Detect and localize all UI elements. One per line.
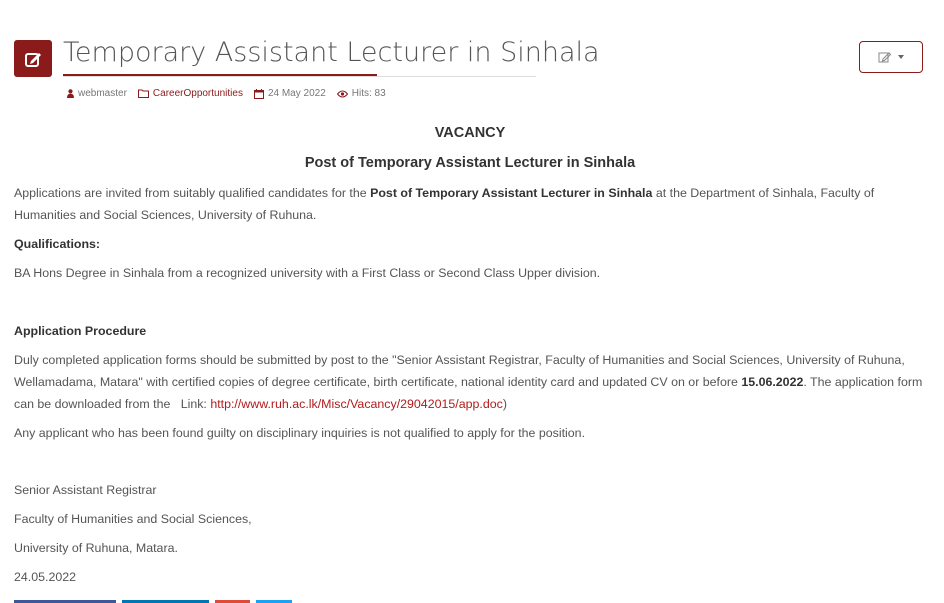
author-name: webmaster xyxy=(78,88,127,99)
hits-count: Hits: 83 xyxy=(351,88,386,99)
meta-hits xyxy=(337,88,386,99)
meta-category xyxy=(138,88,243,99)
publish-date: 24 May 2022 xyxy=(267,88,326,99)
intro-text: Applications are invited from suitably qualified candidates for the xyxy=(14,186,371,200)
article-tools-button[interactable] xyxy=(859,41,923,73)
procedure-text-mid: . The application form can be downloaded from the Link: xyxy=(14,375,926,411)
application-form-link[interactable]: http://www.ruh.ac.lk/Misc/Vacancy/29042015/app.doc xyxy=(210,397,503,411)
procedure-paragraph xyxy=(14,349,926,415)
intro-post-name: Post of Temporary Assistant Lecturer in Sinhala xyxy=(370,186,653,200)
article-meta xyxy=(67,88,397,99)
intro-paragraph xyxy=(14,182,926,226)
category-link[interactable]: CareerOpportunities xyxy=(152,88,243,99)
eye-icon xyxy=(337,90,348,98)
user-icon xyxy=(67,89,74,98)
calendar-icon xyxy=(254,89,264,99)
qualifications-label: Qualifications: xyxy=(14,237,101,251)
article-edit-icon xyxy=(14,40,52,77)
qualifications-heading xyxy=(14,233,926,255)
procedure-heading xyxy=(14,320,926,342)
vacancy-heading: VACANCY xyxy=(434,125,506,141)
signature-faculty: Faculty of Humanities and Social Sciences, xyxy=(14,512,252,526)
edit-icon xyxy=(24,50,42,68)
folder-icon xyxy=(138,89,149,98)
signature-title: Senior Assistant Registrar xyxy=(14,483,157,497)
edit-icon xyxy=(878,51,892,64)
signature-date: 24.05.2022 xyxy=(14,570,77,584)
meta-date xyxy=(254,88,326,99)
post-heading: Post of Temporary Assistant Lecturer in Sinhala xyxy=(304,155,636,171)
meta-author xyxy=(67,88,127,99)
qualifications-text: BA Hons Degree in Sinhala from a recognized university with a First Class or Second Class Upper division. xyxy=(14,266,601,280)
procedure-text-end: ) xyxy=(502,397,507,411)
intro-text-end: at the Department of Sinhala, Faculty of Humanities and Social Sciences, University of Ruhuna. xyxy=(14,186,875,222)
chevron-down-icon xyxy=(898,55,904,59)
page-title: Temporary Assistant Lecturer in Sinhala xyxy=(63,37,600,68)
title-accent-underline xyxy=(63,74,377,76)
deadline-date: 15.06.2022 xyxy=(741,375,804,389)
disciplinary-note: Any applicant who has been found guilty on disciplinary inquiries is not qualified to apply for the position. xyxy=(14,426,586,440)
article-body xyxy=(14,122,926,588)
signature-university: University of Ruhuna, Matara. xyxy=(14,541,178,555)
procedure-label: Application Procedure xyxy=(14,324,147,338)
procedure-text: Duly completed application forms should be submitted by post to the "Senior Assistant Registrar, Faculty of Humanities and Social Sciences, University of Ruhuna, Wellamadama, Matara" with certified copies of degree certificate, birth certificate, national identity card and updated CV on or before xyxy=(14,353,905,389)
